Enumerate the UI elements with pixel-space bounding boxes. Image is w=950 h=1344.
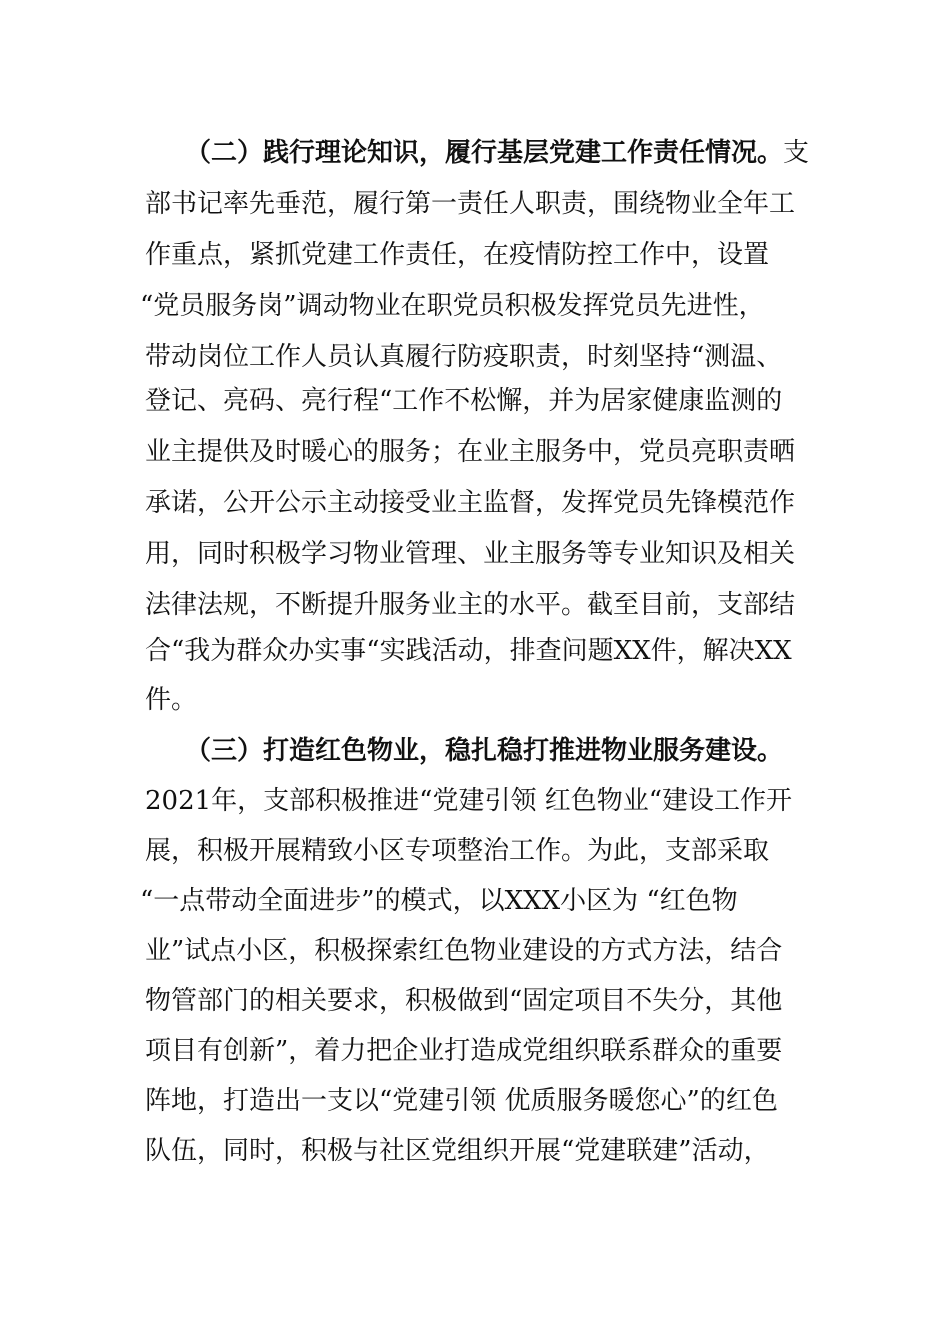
- paragraph-line: 带动岗位工作人员认真履行防疫职责，时刻坚持“测温、: [145, 342, 783, 372]
- paragraph-line: 队伍，同时，积极与社区党组织开展“党建联建”活动，: [145, 1136, 770, 1166]
- paragraph-line: 2021年，支部积极推进“党建引领 红色物业“建设工作开: [145, 786, 793, 816]
- section-3-heading-line: [185, 734, 783, 768]
- paragraph-line: 阵地，打造出一支以“党建引领 优质服务暖您心”的红色: [145, 1086, 778, 1116]
- paragraph-line: 业”试点小区，积极探索红色物业建设的方式方法，结合: [145, 936, 783, 966]
- paragraph-line: 承诺，公开公示主动接受业主监督，发挥党员先锋模范作: [145, 488, 796, 518]
- paragraph-line: 业主提供及时暖心的服务；在业主服务中，党员亮职责晒: [145, 437, 796, 467]
- section-2-heading-line: [185, 136, 809, 170]
- paragraph-line: 展，积极开展精致小区专项整治工作。为此，支部采取: [145, 836, 770, 866]
- paragraph-line: 项目有创新”，着力把企业打造成党组织联系群众的重要: [145, 1036, 783, 1066]
- paragraph-line: 法律法规，不断提升服务业主的水平。截至目前，支部结: [145, 590, 796, 620]
- section-3-heading: （三）打造红色物业，稳扎稳打推进物业服务建设。: [185, 736, 784, 766]
- paragraph-line: 部书记率先垂范，履行第一责任人职责，围绕物业全年工: [145, 189, 796, 219]
- paragraph-line: 合“我为群众办实事“实践活动，排查问题XX件，解决XX: [145, 636, 792, 666]
- paragraph-line: 物管部门的相关要求，积极做到“固定项目不失分，其他: [145, 986, 783, 1016]
- section-2-heading: （二）践行理论知识，履行基层党建工作责任情况。: [185, 138, 784, 168]
- paragraph-line: “党员服务岗”调动物业在职党员积极发挥党员先进性，: [140, 291, 765, 321]
- section-2-heading-tail: 支: [783, 138, 810, 168]
- paragraph-line: “一点带动全面进步”的模式，以XXX小区为 “红色物: [140, 886, 738, 916]
- paragraph-line: 登记、亮码、亮行程“工作不松懈，并为居家健康监测的: [145, 386, 783, 416]
- paragraph-line: 作重点，紧抓党建工作责任，在疫情防控工作中，设置: [145, 240, 770, 270]
- paragraph-line: 件。: [145, 685, 198, 715]
- paragraph-line: 用，同时积极学习物业管理、业主服务等专业知识及相关: [145, 539, 796, 569]
